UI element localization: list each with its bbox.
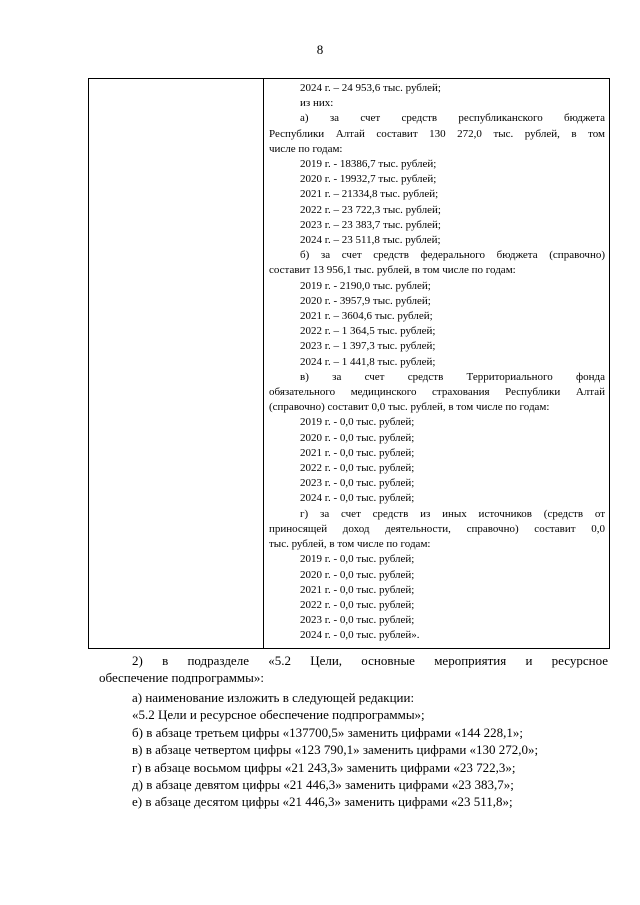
section-intro-line: 2) в подразделе «5.2 Цели, основные мероприятия и ресурсное — [132, 653, 608, 668]
table-row — [89, 79, 610, 649]
funding-line: составит 13 956,1 тыс. рублей, в том числе по годам: — [269, 264, 516, 277]
funding-line: тыс. рублей, в том числе по годам: — [269, 538, 431, 551]
amendment-item: б) в абзаце третьем цифры «137700,5» заменить цифрами «144 228,1»; — [132, 724, 523, 740]
section-intro-line: обеспечение подпрограммы»: — [99, 670, 265, 686]
amendment-item: в) в абзаце четвертом цифры «123 790,1» заменить цифрами «130 272,0»; — [132, 742, 539, 758]
funding-line: 2019 г. - 0,0 тыс. рублей; — [300, 416, 415, 429]
table-left-cell — [89, 79, 264, 649]
funding-line: б) за счет средств федерального бюджета (справочно) — [300, 249, 605, 262]
funding-line: 2024 г. – 23 511,8 тыс. рублей; — [300, 234, 441, 247]
funding-line: 2024 г. - 0,0 тыс. рублей». — [300, 629, 420, 642]
amendment-item: д) в абзаце девятом цифры «21 446,3» заменить цифрами «23 383,7»; — [132, 777, 514, 793]
funding-line: 2020 г. - 0,0 тыс. рублей; — [300, 568, 415, 581]
funding-line: 2021 г. - 0,0 тыс. рублей; — [300, 583, 415, 596]
funding-line: 2019 г. - 0,0 тыс. рублей; — [300, 553, 415, 566]
funding-line: 2023 г. – 23 383,7 тыс. рублей; — [300, 218, 441, 231]
amendment-item: г) в абзаце восьмом цифры «21 243,3» заменить цифрами «23 722,3»; — [132, 759, 516, 775]
amendment-list — [132, 689, 612, 811]
funding-line: 2024 г. – 1 441,8 тыс. рублей; — [300, 355, 436, 368]
funding-line: 2020 г. - 19932,7 тыс. рублей; — [300, 173, 437, 186]
section-intro — [99, 652, 608, 687]
funding-line: в) за счет средств Территориального фонда — [300, 370, 605, 383]
funding-line: 2022 г. – 1 364,5 тыс. рублей; — [300, 325, 436, 338]
funding-line: 2020 г. - 3957,9 тыс. рублей; — [300, 294, 431, 307]
amendment-item: «5.2 Цели и ресурсное обеспечение подпрограммы»; — [132, 707, 425, 723]
funding-line: 2023 г. - 0,0 тыс. рублей; — [300, 477, 415, 490]
funding-line: 2021 г. - 0,0 тыс. рублей; — [300, 446, 415, 459]
funding-line: 2024 г. - 0,0 тыс. рублей; — [300, 492, 415, 505]
funding-line: 2024 г. – 24 953,6 тыс. рублей; — [300, 82, 441, 94]
amendment-item: а) наименование изложить в следующей редакции: — [132, 690, 415, 705]
funding-line: а) за счет средств республиканского бюджета — [300, 112, 605, 125]
funding-line: 2023 г. - 0,0 тыс. рублей; — [300, 614, 415, 627]
funding-line: 2022 г. - 0,0 тыс. рублей; — [300, 598, 415, 611]
funding-line: числе по годам: — [269, 142, 343, 155]
funding-line: 2020 г. - 0,0 тыс. рублей; — [300, 431, 415, 444]
funding-line: 2019 г. - 18386,7 тыс. рублей; — [300, 158, 437, 171]
funding-line: 2023 г. – 1 397,3 тыс. рублей; — [300, 340, 436, 353]
funding-line: (справочно) составит 0,0 тыс. рублей, в том числе по годам: — [269, 401, 550, 414]
funding-line: г) за счет средств из иных источников (средств от — [300, 507, 605, 520]
funding-line: 2019 г. - 2190,0 тыс. рублей; — [300, 279, 431, 292]
funding-line: 2021 г. – 21334,8 тыс. рублей; — [300, 188, 439, 201]
funding-line: 2022 г. - 0,0 тыс. рублей; — [300, 462, 415, 475]
funding-line: 2022 г. – 23 722,3 тыс. рублей; — [300, 203, 441, 216]
table-right-cell — [264, 79, 610, 649]
funding-line: обязательного медицинского страхования Республики Алтай — [269, 386, 605, 399]
funding-line: приносящей доход деятельности, справочно) составит 0,0 — [269, 522, 605, 535]
funding-line: из них: — [300, 97, 334, 110]
funding-line: 2021 г. – 3604,6 тыс. рублей; — [300, 310, 433, 323]
funding-line: Республики Алтай составит 130 272,0 тыс. рублей, в том — [269, 127, 605, 140]
funding-table — [88, 78, 610, 649]
page-number: 8 — [316, 42, 324, 57]
amendment-item: е) в абзаце десятом цифры «21 446,3» заменить цифрами «23 511,8»; — [132, 794, 513, 810]
